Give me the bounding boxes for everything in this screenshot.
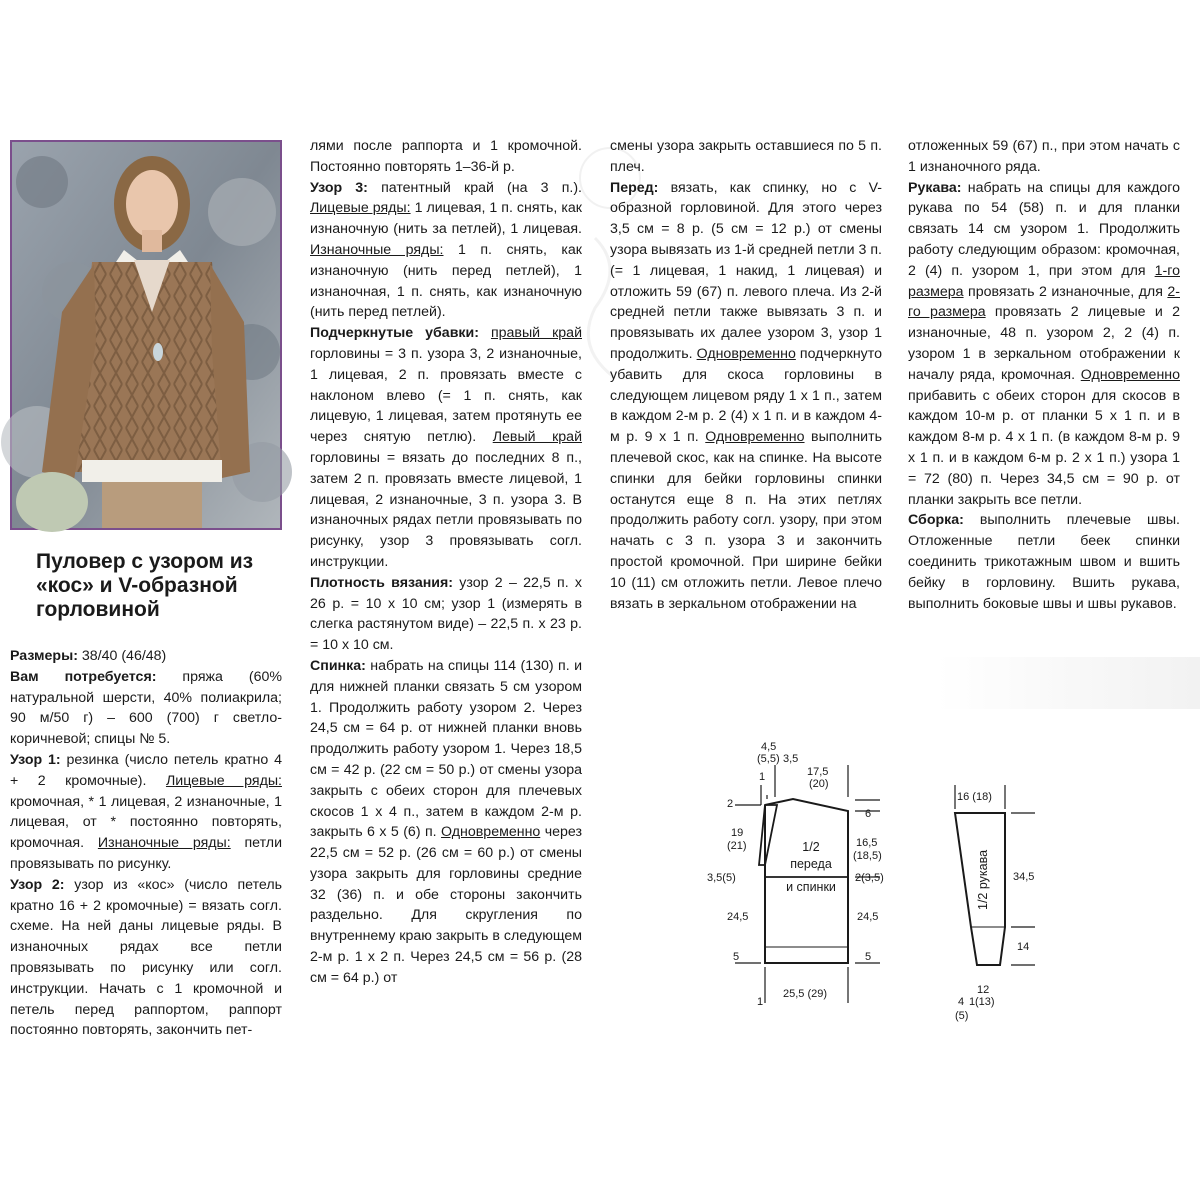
- front-simultaneously: Одновременно: [696, 345, 796, 362]
- sleeves-label: Рукава:: [908, 179, 962, 196]
- gauge-paragraph: [310, 573, 582, 656]
- dim-sleeve-bottom-b: (13): [975, 996, 995, 1008]
- dim-neck-width: 17,5: [807, 766, 829, 778]
- assembly-paragraph: [908, 510, 1180, 614]
- sleeves-simultaneously: Одновременно: [1080, 366, 1180, 383]
- dim-sleeve-bottom: 12: [977, 984, 990, 996]
- dim-right-1: 6: [865, 808, 872, 820]
- dim-shoulder-1: 4,5: [761, 741, 777, 753]
- materials-text: пряжа (60% натуральной шерсти, 40% полиакрила; 90 м/50 г) – 600 (700) г светло-коричневой; спицы № 5.: [10, 668, 282, 748]
- sleeves-text-2: провязать 2 изнаночные, для: [963, 283, 1168, 300]
- dim-bottom-1: 1: [757, 996, 764, 1008]
- model-photo: [10, 140, 282, 530]
- front-text-3: выполнить плечевой скос, как на спинке. На высоте спинки для бейки горловины спинки останутся еще 8 п. На этих петлях продолжить работу согл. узору, при этом начать с 3 п. узора 3 и закончить простой кромочной. При ширине бейки 10 (11) см отложить петли. Левое плечо вязать в зеркальном отображении на: [610, 429, 882, 612]
- front-text-2: подчеркнуто убавить для скоса горловины в следующем лицевом ряду 1 x 1 п., затем в каждом 2-м р. 2 (4) x 1 п. и в каждом 4-м р. 9 x 1 п.: [610, 345, 882, 446]
- pattern2-paragraph: [10, 875, 282, 1041]
- pattern3-text: патентный край (на 3 п.).: [367, 179, 582, 196]
- decreases-paragraph: [310, 323, 582, 573]
- back-paragraph: [310, 656, 582, 989]
- pattern1-text-2: кромочная, * 1 лицевая, 2 изнаночные, 1 лицевая, от * постоянно повторять, кромочная.: [10, 793, 282, 852]
- dim-left-5: 5: [733, 951, 740, 963]
- assembly-text: выполнить плечевые швы. Отложенные петли беек спинки соединить трикотажным швом и вшить бейку в горловину. Вшить рукава, выполнить боковые швы и швы рукавов.: [908, 512, 1180, 612]
- dim-right-3: 2(3,5): [855, 872, 884, 884]
- sleeves-text: набрать на спицы для каждого рукава по 54 (58) п. и для планки связать 14 см узором 1. Продолжить работу следующим образом: кромочная, 2 (4) п. узором 1, при этом для: [908, 179, 1180, 279]
- pattern2-continuation: [310, 136, 582, 178]
- sleeves-size2: 2-го размера: [908, 283, 1180, 321]
- body-label-half: 1/2: [802, 840, 820, 854]
- body-labels: [707, 741, 884, 1008]
- pattern1-paragraph: [10, 750, 282, 875]
- sleeves-paragraph: [908, 178, 1180, 511]
- decreases-left-edge: Левый край: [492, 429, 582, 446]
- continuation-text: отложенных 59 (67) п., при этом начать с 1 изнаночного ряда.: [908, 138, 1180, 175]
- pattern3-label: Узор 3:: [310, 179, 368, 196]
- text-column-1: [10, 646, 282, 1041]
- dim-left-4: 24,5: [727, 911, 749, 923]
- front-simultaneously-2: Одновременно: [705, 429, 805, 446]
- dim-left-3: 3,5(5): [707, 872, 736, 884]
- front-text: вязать, как спинку, но с V-образной горловиной. Для этого через 3,5 см = 8 р. (5 см = 12 р.) от смены узора вывязать из 1-й средней петли 3 п. (= 1 лицевая, 1 накид, 1 лицевая) и отложить 59 (67) п. левого плеча. Из 2-й средней петли также вывязать 3 п. и провязывать их далее узором 3, узор 1 продолжить.: [610, 179, 882, 362]
- dim-left-2b: (21): [727, 840, 747, 852]
- front-label: Перед:: [610, 179, 659, 196]
- pattern2-text: узор из «кос» (число петель кратно 16 + 2 кромочные) = вязать согл. схеме. На ней даны лицевые ряды. В изнаночных рядах все петли провязывать по рисунку или согл. инструкции. Начать с 1 кромочной и петель перед раппортом, раппорт постоянно повторять, закончить пет-: [10, 876, 282, 1039]
- text-column-2: [310, 136, 582, 989]
- dim-neck-width-b: (20): [809, 778, 829, 790]
- dim-right-2: 16,5: [856, 837, 878, 849]
- sleeves-text-3: провязать 2 лицевые и 2 изнаночные, 48 п. узором 2, 2 (4) п. узором 1 в зеркальном отображении к началу ряда, кромочная.: [908, 304, 1180, 383]
- back-label: Спинка:: [310, 657, 366, 674]
- sizes-paragraph: [10, 646, 282, 667]
- dim-sleeve-length: 34,5: [1013, 871, 1035, 883]
- decreases-text: горловины = 3 п. узора 3, 2 изнаночные, 1 лицевая, 2 п. провязать вместе с наклоном влево (= 1 п. снять, как лицевую, 1 лицевая, затем протянуть ее через снятую петлю).: [310, 345, 582, 446]
- pattern1-text: резинка (число петель кратно 4 + 2 кромочные).: [10, 751, 282, 789]
- sizes-text: 38/40 (46/48): [77, 648, 167, 664]
- pattern1-wrong-rows: Изнаночные ряды:: [97, 835, 231, 852]
- front-paragraph: [610, 178, 882, 615]
- sleeves-size1: 1-го размера: [908, 262, 1180, 300]
- gauge-label: Плотность вязания:: [310, 574, 454, 591]
- text-column-3: [610, 136, 882, 614]
- back-text: набрать на спицы 114 (130) п. и для нижней планки связать 5 см узором 1. Продолжить работу узором 2. Через 24,5 см = 64 р. от нижней планки вновь продолжить работу узором 1. Через 18,5 см = 42 р. (22 см = 50 р.) от смены узора закрыть с обеих сторон для плечевых скосов 1 x 4 п., затем в каждом 2-м р. закрыть 6 x 5 (6) п.: [310, 657, 582, 841]
- pattern3-text-3: 1 п. снять, как изнаночную (нить перед петлей), 1 изнаночная, 1 п. снять, как изнаночную (нить перед петлей).: [310, 241, 583, 321]
- dim-sleeve-side-b: (5): [955, 1010, 969, 1022]
- pattern3-paragraph: [310, 178, 582, 324]
- sizes-label: Размеры:: [10, 648, 78, 664]
- decreases-right-edge: правый край: [490, 325, 582, 342]
- dim-sleeve-side: 4: [958, 996, 965, 1008]
- text-column-4: [908, 136, 1180, 614]
- assembly-label: Сборка:: [908, 512, 964, 529]
- model-photo-illustration: [12, 142, 280, 528]
- decreases-text-2: горловины = вязать до последних 8 п., затем 2 п. провязать вместе лицевой, 1 лицевая, 2 изнаночные, 3 п. узора 3. В изнаночных рядах петли провязывать по рисунку, узор 3 провязывать согл. инструкции.: [310, 449, 582, 570]
- dim-shoulder-1b: (5,5): [757, 753, 780, 765]
- pattern2-label: Узор 2:: [10, 876, 65, 893]
- front-continuation: [908, 136, 1180, 178]
- dim-sleeve-top: 16 (18): [957, 791, 992, 803]
- dim-sleeve-cuff: 14: [1017, 941, 1030, 953]
- pattern1-right-rows: Лицевые ряды:: [165, 772, 282, 789]
- dim-right-2b: (18,5): [853, 850, 882, 862]
- pattern3-wrong-rows: Изнаночные ряды:: [310, 241, 444, 258]
- decorative-fade-box: [936, 657, 1200, 709]
- pattern-title: Пуловер с узором из «кос» и V-образной горловиной: [36, 550, 254, 621]
- dim-left-1: 2: [727, 798, 734, 810]
- dim-sleeve-side-c: 1: [969, 996, 976, 1008]
- continuation-text: лями после раппорта и 1 кромочной. Постоянно повторять 1–36-й р.: [310, 138, 582, 175]
- pattern3-right-rows: Лицевые ряды:: [310, 200, 411, 217]
- dim-shoulder-2: 3,5: [783, 753, 799, 765]
- sleeves-text-4: прибавить с обеих сторон для скосов в каждом 10-м р. от планки 5 x 1 п. и в каждом 8-м р. 4 x 1 п. (в каждом 8-м р. 9 x 1 п. и в каждом 6-м р. 2 x 1 п.) узора 1 = 72 (80) п. Через 34,5 см = 90 р. от планки закрыть все петли.: [908, 387, 1180, 508]
- back-continuation: [610, 136, 882, 178]
- dim-right-4: 24,5: [857, 911, 879, 923]
- sleeve-label: 1/2 рукава: [976, 849, 990, 910]
- pattern1-text-3: петли провязывать по рисунку.: [10, 835, 282, 872]
- sleeve-labels: [955, 791, 1034, 1022]
- materials-paragraph: [10, 667, 282, 750]
- dim-left-2: 19: [731, 827, 744, 839]
- dim-shoulder-3: 1: [759, 771, 766, 783]
- materials-label: Вам потребуется:: [10, 668, 157, 685]
- pattern1-label: Узор 1:: [10, 751, 61, 768]
- body-label-back: и спинки: [786, 880, 836, 894]
- dim-bottom-width: 25,5 (29): [783, 988, 828, 1000]
- back-simultaneously: Одновременно: [441, 824, 541, 841]
- dim-right-5: 5: [865, 951, 872, 963]
- decreases-label: Подчеркнутые убавки:: [310, 325, 479, 342]
- body-label-front: переда: [790, 857, 832, 871]
- gauge-text: узор 2 – 22,5 п. x 26 р. = 10 x 10 см; узор 1 (измерять в слегка растянутом виде) – 22,5 п. x 23 р. = 10 x 10 см.: [310, 574, 582, 654]
- back-text-2: через 22,5 см = 52 р. (26 см = 60 р.) от смены узора закрыть для горловины средние 32 (36) п. и обе стороны закончить раздельно. Для скругления по внутреннему краю закрыть в следующем 2-м р. 1 x 2 п. Через 24,5 см = 56 р. (28 см = 64 р.) от: [310, 824, 582, 986]
- continuation-text: смены узора закрыть оставшиеся по 5 п. плеч.: [610, 138, 882, 175]
- pattern3-text-2: 1 лицевая, 1 п. снять, как изнаночную (нить за петлей), 1 лицевая.: [310, 200, 582, 238]
- schematic-diagram: [707, 735, 1060, 1025]
